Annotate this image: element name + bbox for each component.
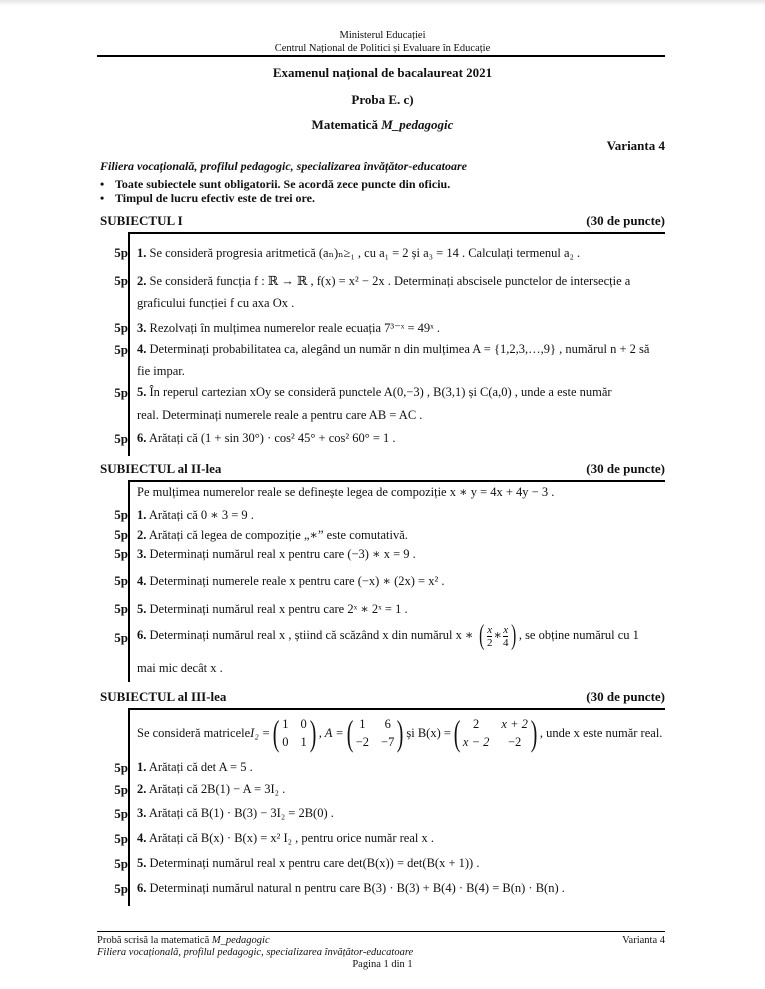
left-paren: ( bbox=[346, 713, 354, 753]
s1-item-3 bbox=[137, 320, 440, 336]
item-number: 6. bbox=[137, 628, 147, 642]
item-text-continued: graficului funcției f cu axa Ox . bbox=[137, 296, 295, 310]
item-points: 5p bbox=[114, 573, 128, 588]
s1-item-5 bbox=[137, 385, 612, 400]
item-text-continued: real. Determinați numerele reale a pentru care AB = AC . bbox=[137, 408, 423, 422]
item-number: 4. bbox=[137, 831, 147, 845]
item-number: 4. bbox=[137, 574, 147, 588]
footer-prefix: Probă scrisă la matematică bbox=[97, 935, 212, 946]
subject-title bbox=[0, 117, 765, 133]
left-paren: ( bbox=[272, 713, 280, 753]
item-number: 5. bbox=[137, 856, 147, 870]
footer-line-1 bbox=[97, 935, 270, 947]
matrix-cell: −2 bbox=[507, 735, 522, 749]
fraction-denominator: 4 bbox=[502, 636, 509, 649]
instruction-text: Toate subiectele sunt obligatorii. Se acordă zece puncte din oficiu. bbox=[115, 177, 451, 191]
item-points: 5p bbox=[114, 245, 128, 260]
right-paren: ) bbox=[397, 713, 404, 753]
subject-prefix: Matematică bbox=[311, 117, 382, 132]
right-paren: ) bbox=[511, 620, 517, 652]
matrix-cell: 6 bbox=[384, 717, 391, 731]
section-2-margin-line bbox=[128, 480, 130, 682]
ministry-name: Ministerul Educației bbox=[339, 30, 426, 41]
exam-title: Examenul național de bacalaureat 2021 bbox=[272, 65, 493, 80]
instruction-text: Timpul de lucru efectiv este de trei ore. bbox=[115, 191, 315, 205]
item-points: 5p bbox=[114, 342, 128, 357]
item-number: 1. bbox=[137, 508, 147, 522]
left-paren: ( bbox=[478, 620, 484, 652]
matrix-cell: −7 bbox=[381, 735, 395, 749]
matrix-cell: 1 bbox=[282, 717, 289, 731]
fraction-numerator: x bbox=[503, 623, 509, 636]
bullet-icon: • bbox=[100, 177, 105, 191]
left-paren: ( bbox=[453, 713, 461, 753]
s1-item-4 bbox=[137, 342, 649, 357]
item-text-continued: mai mic decât x . bbox=[137, 661, 223, 675]
item-text: Determinați numărul real x , știind că scăzând x din numărul x ∗ bbox=[149, 628, 477, 642]
item-text: Arătați că (1 + sin 30°) · cos² 45° + cos² 60° = 1 . bbox=[148, 431, 396, 445]
fraction-x-over-4 bbox=[503, 624, 509, 649]
s3-item-2 bbox=[137, 782, 285, 797]
s3-item-3 bbox=[137, 806, 334, 821]
item-number: 2. bbox=[137, 782, 147, 796]
matrix-I2 bbox=[282, 715, 307, 751]
item-text: Determinați numărul natural n pentru care B(3) · B(3) + B(4) · B(4) = B(n) · B(n) . bbox=[149, 881, 565, 895]
item-text: Determinați numărul real x pentru care 2ˣ ∗ 2ˣ = 1 . bbox=[149, 602, 408, 616]
s2-item-3 bbox=[137, 546, 416, 562]
s1-item-2 bbox=[137, 273, 630, 289]
section-3-header bbox=[100, 689, 665, 705]
item-points: 5p bbox=[114, 507, 128, 522]
item-points: 5p bbox=[114, 527, 128, 542]
s2-item-6 bbox=[137, 620, 639, 651]
item-number: 2. bbox=[137, 528, 147, 542]
item-number: 6. bbox=[137, 881, 147, 895]
item-points: 5p bbox=[114, 630, 128, 645]
matrix-label: și B(x) = bbox=[406, 725, 451, 740]
matrix-label: , A = bbox=[318, 725, 344, 740]
matrix-B bbox=[463, 715, 528, 751]
s2-item-2 bbox=[137, 527, 408, 543]
item-text: Determinați numărul real x pentru care (−3) ∗ x = 9 . bbox=[149, 547, 416, 561]
section-points: (30 de puncte) bbox=[586, 461, 665, 476]
viewer-top-shadow bbox=[0, 0, 765, 6]
item-text: Arătați că B(x) · B(x) = x² I₂ , pentru orice număr real x . bbox=[148, 831, 434, 845]
item-points: 5p bbox=[114, 320, 128, 335]
s1-item-1 bbox=[137, 245, 580, 261]
s2-item-4 bbox=[137, 573, 444, 589]
footer-variant: Varianta 4 bbox=[622, 935, 665, 946]
footer-rule bbox=[97, 931, 665, 932]
section-preamble: Pe mulțimea numerelor reale se definește legea de compoziție x ∗ y = 4x + 4y − 3 . bbox=[137, 485, 555, 499]
item-points: 5p bbox=[114, 601, 128, 616]
matrix-cell: −2 bbox=[355, 735, 370, 749]
matrix-cell: x − 2 bbox=[462, 735, 490, 749]
right-paren: ) bbox=[530, 713, 538, 753]
section-points: (30 de puncte) bbox=[586, 213, 665, 228]
instruction-1 bbox=[100, 177, 450, 192]
item-text: Determinați probabilitatea ca, alegând un număr n din mulțimea A = {1,2,3,…,9} , numărul n + 2 să bbox=[149, 342, 650, 356]
item-text: Rezolvați în mulțimea numerelor reale ecuația 7³⁻ˣ = 49ˣ . bbox=[149, 321, 440, 335]
footer-track: Filiera vocațională, profilul pedagogic, specializarea învățător-educatoare bbox=[97, 947, 414, 958]
item-text: Se consideră progresia aritmetică (aₙ)ₙ≥₁ , cu a₁ = 2 și a₃ = 14 . Calculați termenul a₂ . bbox=[149, 246, 581, 260]
section-title: SUBIECTUL I bbox=[100, 213, 183, 228]
s3-item-4 bbox=[137, 831, 434, 846]
section-1-rule bbox=[128, 232, 665, 234]
s3-item-5 bbox=[137, 856, 479, 871]
section-2-rule bbox=[128, 480, 665, 482]
header-rule bbox=[97, 55, 665, 57]
right-paren: ) bbox=[309, 713, 317, 753]
s2-item-1 bbox=[137, 507, 254, 523]
proba-title: Proba E. c) bbox=[351, 92, 414, 107]
item-points: 5p bbox=[114, 856, 128, 871]
s3-item-6 bbox=[137, 881, 565, 896]
item-text: Determinați numărul real x pentru care det(B(x)) = det(B(x + 1)) . bbox=[149, 856, 480, 870]
item-points: 5p bbox=[114, 385, 128, 400]
bullet-icon: • bbox=[100, 191, 105, 205]
item-number: 3. bbox=[137, 321, 147, 335]
matrix-A bbox=[356, 715, 395, 751]
track-label: Filiera vocațională, profilul pedagogic, specializarea învățător-educatoare bbox=[100, 159, 467, 173]
item-number: 2. bbox=[137, 274, 147, 288]
s3-item-1 bbox=[137, 760, 253, 775]
matrix-cell: x + 2 bbox=[501, 717, 528, 731]
item-number: 1. bbox=[137, 760, 147, 774]
preamble-text: Se consideră matricele bbox=[137, 725, 251, 740]
center-name: Centrul Național de Politici și Evaluare în Educație bbox=[274, 43, 491, 54]
s1-item-6 bbox=[137, 431, 396, 446]
matrix-cell: 1 bbox=[359, 717, 366, 731]
item-points: 5p bbox=[114, 546, 128, 561]
item-text: Arătați că det A = 5 . bbox=[148, 760, 253, 774]
fraction-x-over-2 bbox=[487, 624, 493, 649]
section-title: SUBIECTUL al II-lea bbox=[100, 461, 222, 476]
section-1-margin-line bbox=[128, 232, 130, 456]
preamble-text: , unde x este număr real. bbox=[539, 725, 663, 740]
item-points: 5p bbox=[114, 431, 128, 446]
fraction-denominator: 2 bbox=[486, 636, 493, 649]
item-text: În reperul cartezian xOy se consideră punctele A(0,−3) , B(3,1) și C(a,0) , unde a este număr bbox=[149, 385, 612, 399]
item-number: 1. bbox=[137, 246, 147, 260]
matrix-cell: 0 bbox=[300, 717, 307, 731]
item-text: Arătați că B(1) · B(3) − 3I₂ = 2B(0) . bbox=[148, 806, 334, 820]
item-number: 3. bbox=[137, 806, 147, 820]
item-number: 6. bbox=[137, 431, 147, 445]
item-text-continued: fie impar. bbox=[137, 364, 185, 378]
item-text: Arătați că 0 ∗ 3 = 9 . bbox=[148, 508, 254, 522]
section-2-header bbox=[100, 461, 665, 477]
matrix-cell: 2 bbox=[473, 717, 480, 731]
matrix-cell: 0 bbox=[282, 735, 289, 749]
section-points: (30 de puncte) bbox=[586, 689, 665, 704]
item-points: 5p bbox=[114, 831, 128, 846]
subject-name: M_pedagogic bbox=[381, 117, 454, 132]
item-text: Arătați că legea de compoziție „∗” este comutativă. bbox=[148, 528, 408, 542]
section-preamble bbox=[137, 712, 662, 754]
item-points: 5p bbox=[114, 782, 128, 797]
section-1-header bbox=[100, 213, 665, 229]
footer-subject: M_pedagogic bbox=[211, 935, 270, 946]
item-points: 5p bbox=[114, 881, 128, 896]
operator: ∗ bbox=[493, 628, 502, 642]
instruction-2 bbox=[100, 191, 315, 206]
item-number: 3. bbox=[137, 547, 147, 561]
item-text: Arătați că 2B(1) − A = 3I₂ . bbox=[148, 782, 286, 796]
section-3-margin-line bbox=[128, 708, 130, 906]
item-text: Determinați numerele reale x pentru care (−x) ∗ (2x) = x² . bbox=[149, 574, 445, 588]
matrix-label: I₂ = bbox=[250, 725, 271, 740]
item-number: 5. bbox=[137, 602, 147, 616]
s2-item-5 bbox=[137, 601, 408, 617]
fraction-numerator: x bbox=[487, 623, 493, 636]
footer-page-number: Pagina 1 din 1 bbox=[352, 959, 413, 970]
item-text: Se consideră funcția f : ℝ → ℝ , f(x) = x² − 2x . Determinați abscisele punctelor de intersecție a bbox=[149, 274, 631, 288]
matrix-cell: 1 bbox=[300, 735, 307, 749]
item-number: 4. bbox=[137, 342, 147, 356]
item-points: 5p bbox=[114, 760, 128, 775]
section-3-rule bbox=[128, 708, 665, 710]
variant-label: Varianta 4 bbox=[606, 138, 665, 153]
item-points: 5p bbox=[114, 273, 128, 288]
item-points: 5p bbox=[114, 806, 128, 821]
section-title: SUBIECTUL al III-lea bbox=[100, 689, 227, 704]
item-number: 5. bbox=[137, 385, 147, 399]
item-text: , se obține numărul cu 1 bbox=[518, 628, 639, 642]
